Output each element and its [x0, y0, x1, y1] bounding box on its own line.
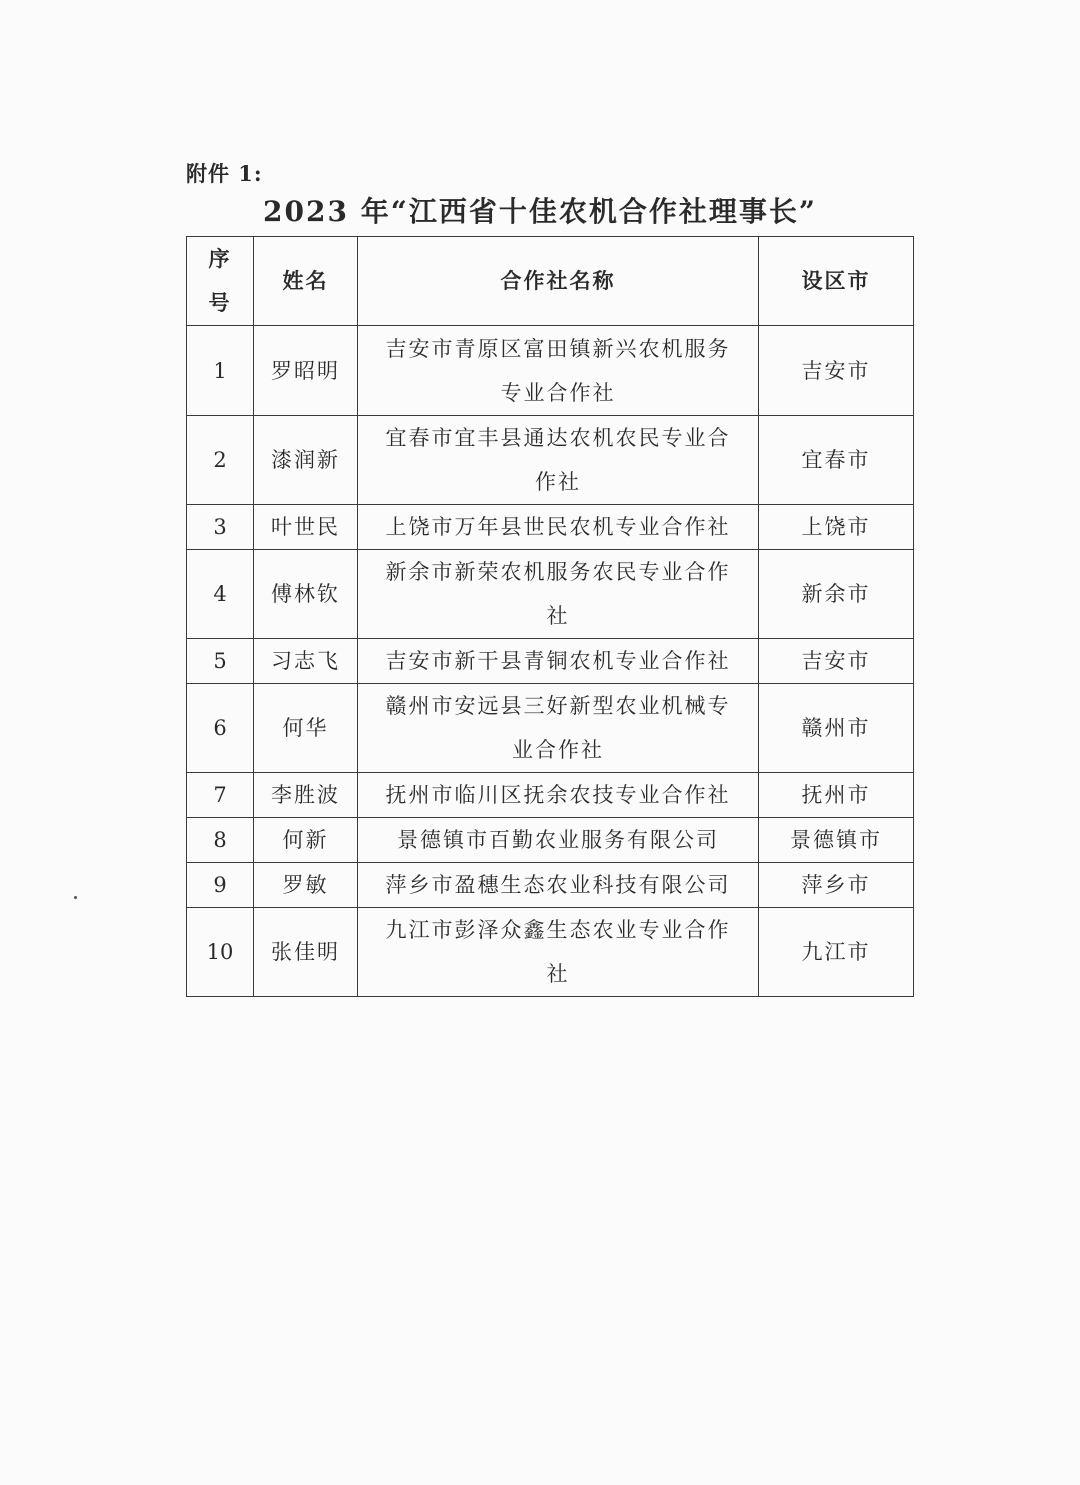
row-cooperative: 萍乡市盈穗生态农业科技有限公司: [358, 863, 759, 908]
row-city: 景德镇市: [759, 818, 914, 863]
header-name: 姓名: [254, 237, 358, 326]
row-name: 何华: [254, 684, 358, 773]
row-city: 宜春市: [759, 416, 914, 505]
table-row: [187, 684, 914, 773]
row-cooperative: 新余市新荣农机服务农民专业合作社: [358, 550, 759, 639]
row-cooperative: 吉安市青原区富田镇新兴农机服务专业合作社: [358, 326, 759, 416]
row-cooperative: 赣州市安远县三好新型农业机械专业合作社: [358, 684, 759, 773]
row-city: 吉安市: [759, 326, 914, 416]
row-name: 叶世民: [254, 505, 358, 550]
row-name: 李胜波: [254, 773, 358, 818]
row-city: 九江市: [759, 908, 914, 997]
table-row: [187, 908, 914, 997]
table-row: [187, 326, 914, 416]
row-name: 习志飞: [254, 639, 358, 684]
row-name: 张佳明: [254, 908, 358, 997]
row-cooperative: 抚州市临川区抚余农技专业合作社: [358, 773, 759, 818]
row-number: 3: [187, 505, 254, 550]
row-cooperative: 九江市彭泽众鑫生态农业专业合作社: [358, 908, 759, 997]
row-city: 赣州市: [759, 684, 914, 773]
row-number: 5: [187, 639, 254, 684]
page-title: 2023 年“江西省十佳农机合作社理事长”: [263, 195, 817, 228]
row-cooperative: 景德镇市百勤农业服务有限公司: [358, 818, 759, 863]
row-cooperative: 吉安市新干县青铜农机专业合作社: [358, 639, 759, 684]
row-number: 9: [187, 863, 254, 908]
row-number: 1: [187, 326, 254, 416]
row-number: 10: [187, 908, 254, 997]
table-row: [187, 416, 914, 505]
row-name: 罗昭明: [254, 326, 358, 416]
row-city: 新余市: [759, 550, 914, 639]
row-cooperative: 宜春市宜丰县通达农机农民专业合作社: [358, 416, 759, 505]
row-name: 罗敏: [254, 863, 358, 908]
row-name: 漆润新: [254, 416, 358, 505]
header-cooperative: 合作社名称: [358, 237, 759, 326]
row-name: 何新: [254, 818, 358, 863]
table-row: [187, 639, 914, 684]
row-city: 上饶市: [759, 505, 914, 550]
header-city: 设区市: [759, 237, 914, 326]
table-header-row: [187, 237, 914, 326]
table-row: [187, 550, 914, 639]
row-number: 2: [187, 416, 254, 505]
cooperative-table: [186, 236, 914, 997]
row-number: 8: [187, 818, 254, 863]
row-cooperative: 上饶市万年县世民农机专业合作社: [358, 505, 759, 550]
row-name: 傅林钦: [254, 550, 358, 639]
scan-speck: [74, 896, 77, 899]
table-row: [187, 863, 914, 908]
row-number: 4: [187, 550, 254, 639]
row-city: 吉安市: [759, 639, 914, 684]
row-city: 抚州市: [759, 773, 914, 818]
row-city: 萍乡市: [759, 863, 914, 908]
table-row: [187, 773, 914, 818]
table-row: [187, 818, 914, 863]
row-number: 7: [187, 773, 254, 818]
table-row: [187, 505, 914, 550]
header-number: 序号: [187, 237, 254, 326]
row-number: 6: [187, 684, 254, 773]
attachment-label: 附件 1:: [186, 161, 263, 186]
